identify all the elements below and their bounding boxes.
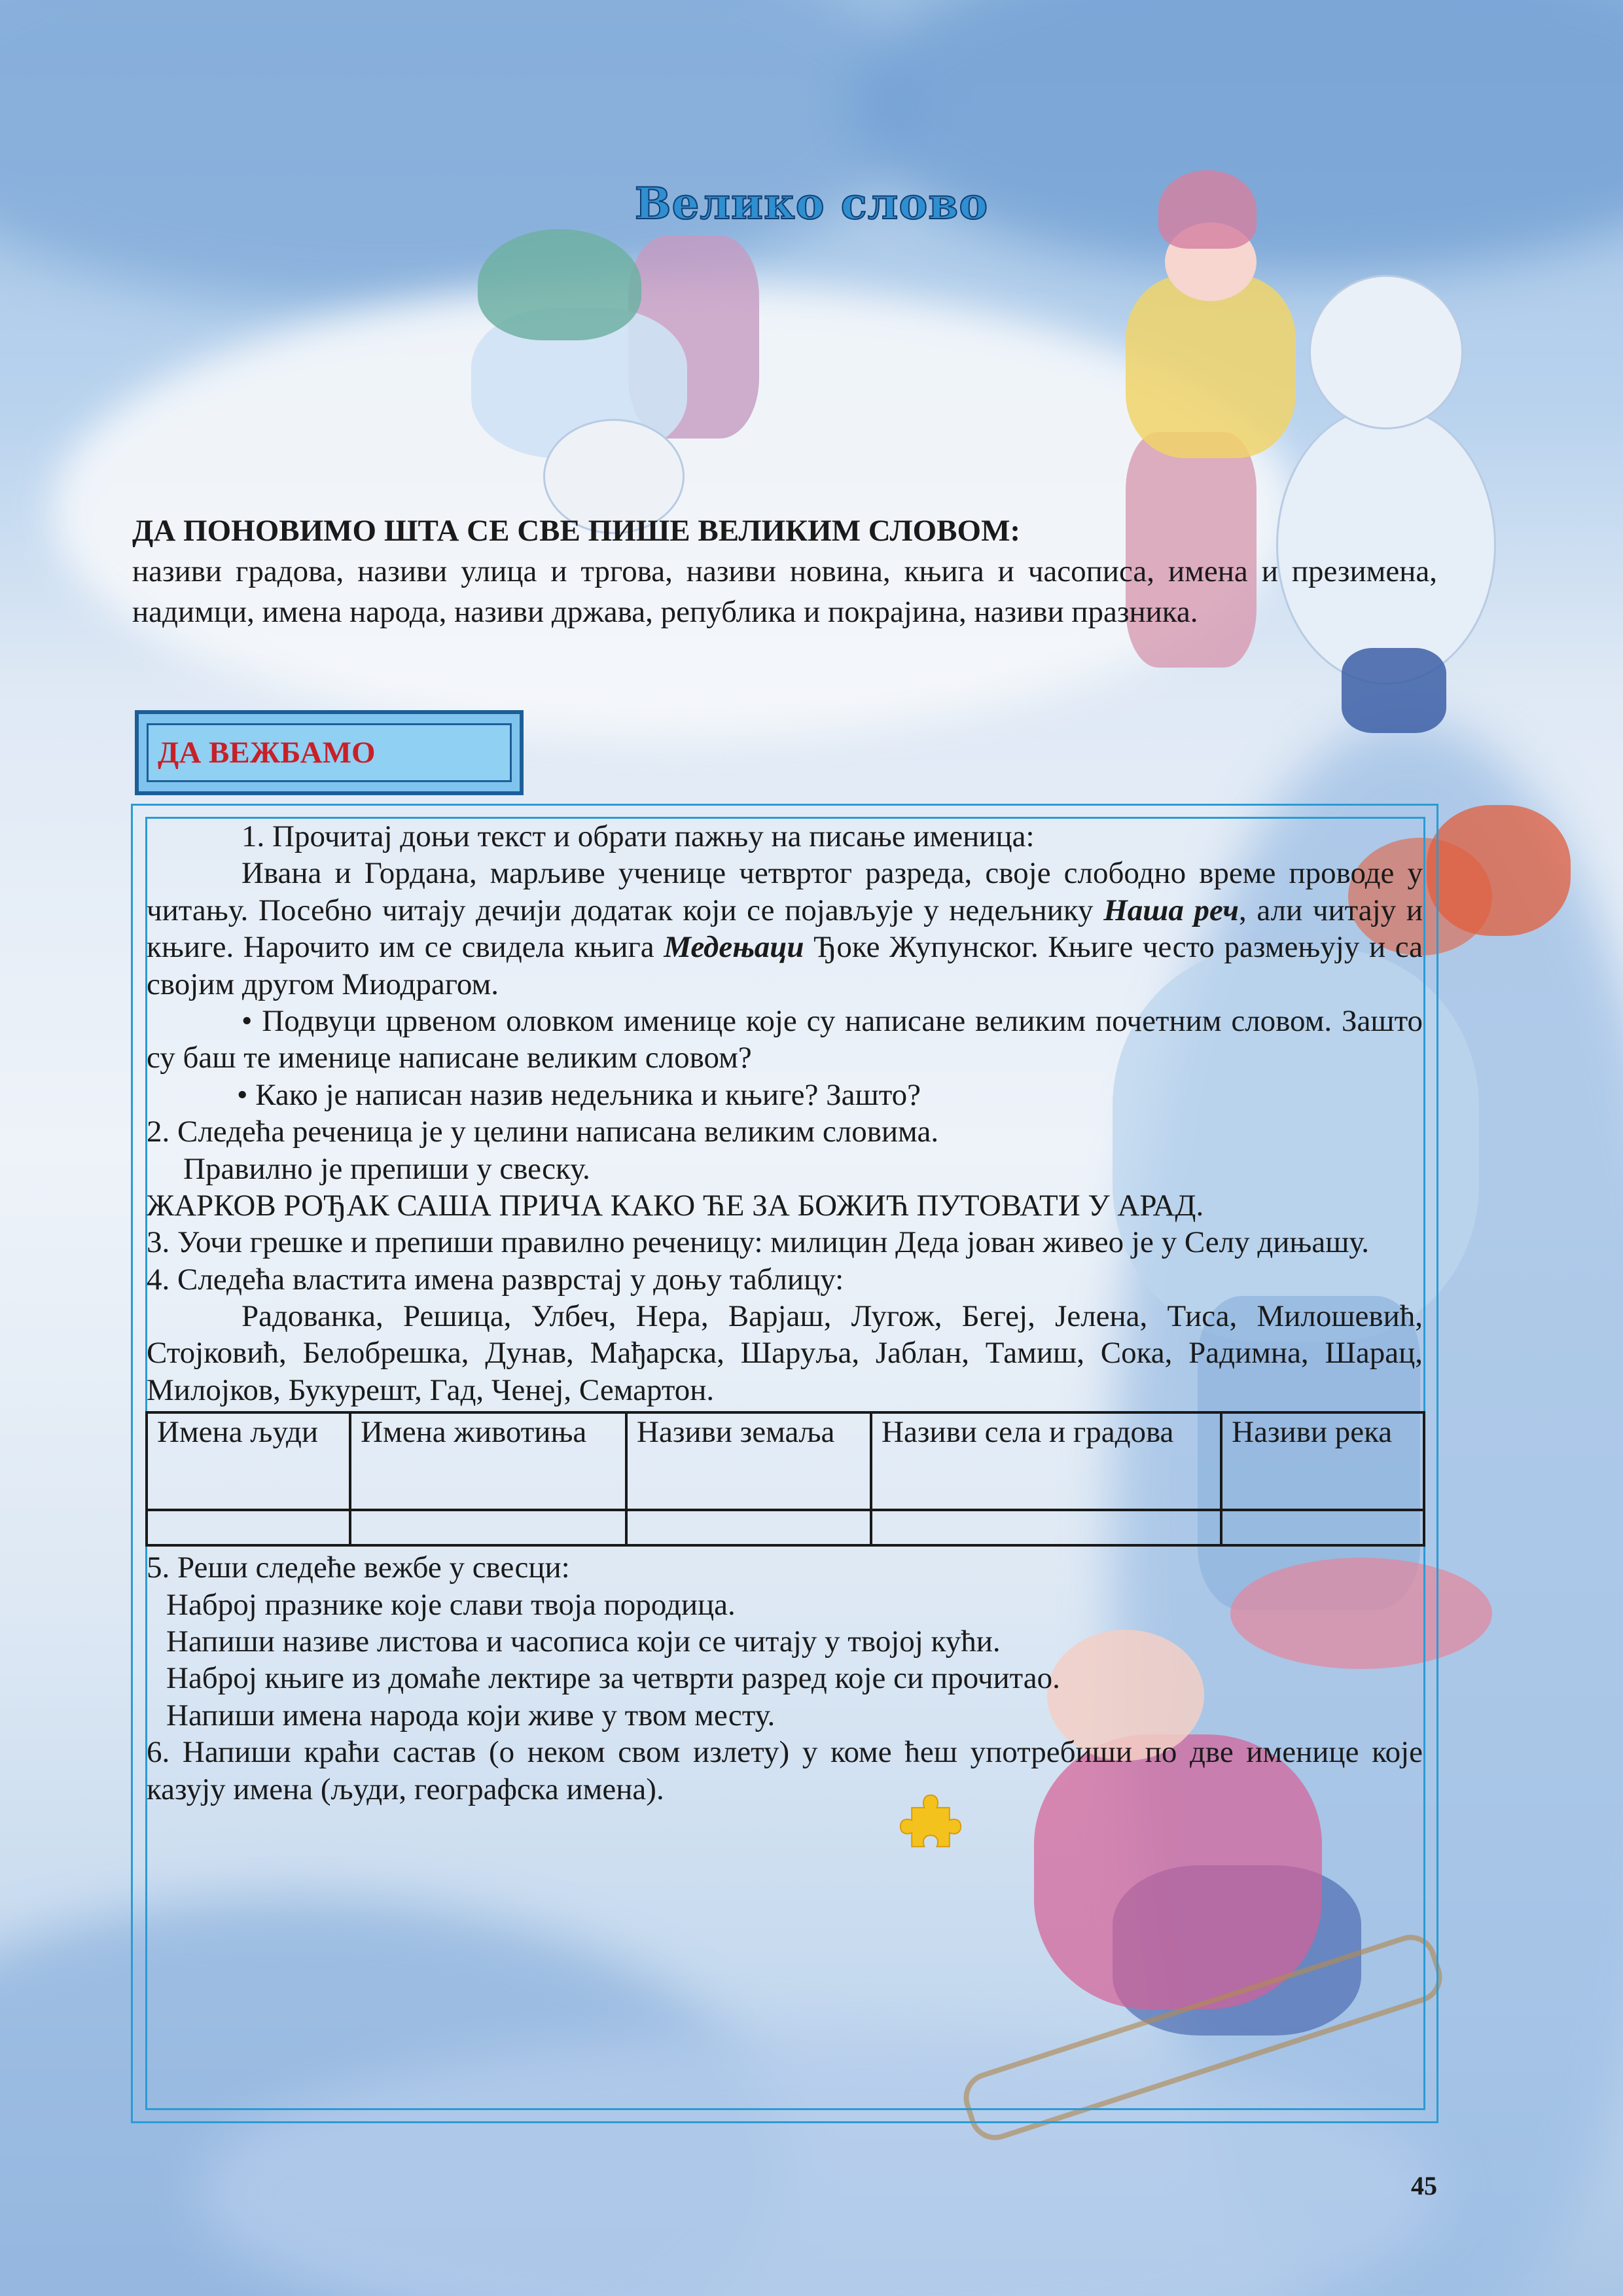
table-header: Називи река — [1221, 1412, 1424, 1510]
section-label: ДА ВЕЖБАМО — [158, 736, 376, 770]
table-header: Имена људи — [147, 1412, 350, 1510]
table-header: Називи земаља — [626, 1412, 871, 1510]
exercise-5-title: 5. Реши следеће вежбе у свесци: — [147, 1551, 570, 1585]
table-cell[interactable] — [350, 1510, 626, 1545]
exercise-3: 3. Уочи грешке и препиши правилно реченицу: милицин Деда јован живео је у Селу дињашу. — [147, 1225, 1369, 1260]
exercise-5-item: Наброј књиге из домаће лектире за четврти разред које си прочитао. — [166, 1661, 1060, 1696]
newspaper-title: Наша реч — [1103, 893, 1239, 927]
exercise-5-item: Напиши имена народа који живе у твом месту. — [166, 1698, 776, 1732]
table-cell[interactable] — [626, 1510, 871, 1545]
exercise-1-bullet-2: • Како је написан назив недељника и књиге? Зашто? — [237, 1077, 921, 1112]
puzzle-piece-icon — [899, 1790, 962, 1853]
book-title: Медењаци — [664, 930, 804, 965]
table-cell[interactable] — [871, 1510, 1221, 1545]
exercise-1-text: Ивана и Гордана, марљиве ученице четвртог разреда, своје слободно време проводе у читању. Посебно читају дечији додатак који се појављује у недељнику Наша реч, али читају и књиге. Нарочито им се свидела књига Медењаци Ђоке Жупунског. Књиге често размењују и са својим другом Миодрагом. — [147, 856, 1423, 1001]
page-title: Велико слово — [634, 178, 989, 229]
exercise-2-sentence: ЖАРКОВ РОЂАК САША ПРИЧА КАКО ЋЕ ЗА БОЖИЋ ПУТОВАТИ У АРАД. — [147, 1188, 1204, 1223]
intro-text: називи градова, називи улица и тргова, називи новина, књига и часописа, имена и презимена, надимци, имена народа, називи држава, република и покрајина, називи празника. — [132, 554, 1437, 630]
exercise-2-title: 2. Следећа реченица је у целини написана великим словима. — [147, 1115, 939, 1149]
intro-heading: ДА ПОНОВИМО ШТА СЕ СВЕ ПИШЕ ВЕЛИКИМ СЛОВОМ: — [132, 514, 1021, 548]
exercise-1-bullet-1: • Подвуци црвеном оловком именице које су написане великим почетним словом. Зашто су баш те именице написане великим словом? — [147, 1003, 1423, 1075]
table-cell[interactable] — [1221, 1510, 1424, 1545]
exercise-6: 6. Напиши краћи састав (о неком свом излету) у коме ћеш употребиши по две именице које казују имена (људи, географска имена). — [147, 1735, 1423, 1806]
table-header: Имена животиња — [350, 1412, 626, 1510]
exercise-4-title: 4. Следећа властита имена разврстај у доњу таблицу: — [147, 1262, 844, 1297]
table-cell[interactable] — [147, 1510, 350, 1545]
exercise-4-names: Радованка, Решица, Улбеч, Нера, Варјаш, Лугож, Бегеј, Јелена, Тиса, Милошевић, Стојковић, Белобрешка, Дунав, Мађарска, Шаруља, Јаблан, Тамиш, Сока, Радимна, Шарац, Милојков, Букурешт, Гад, Ченеј, Семартон. — [147, 1299, 1423, 1407]
exercise-1-title: 1. Прочитај доњи текст и обрати пажњу на писање именица: — [241, 819, 1035, 853]
names-table — [145, 1411, 1425, 1547]
exercise-2-instruction: Правилно је препиши у свеску. — [183, 1151, 590, 1186]
exercise-content — [147, 818, 1423, 1808]
page-number: 45 — [1411, 2171, 1437, 2200]
table-header: Називи села и градова — [871, 1412, 1221, 1510]
exercise-5-item: Наброј празнике које слави твоја породица. — [166, 1587, 736, 1622]
intro-block — [132, 511, 1437, 632]
section-label-box — [135, 710, 524, 795]
exercise-5-item: Напиши називе листова и часописа који се читају у твојој кући. — [166, 1624, 1001, 1659]
